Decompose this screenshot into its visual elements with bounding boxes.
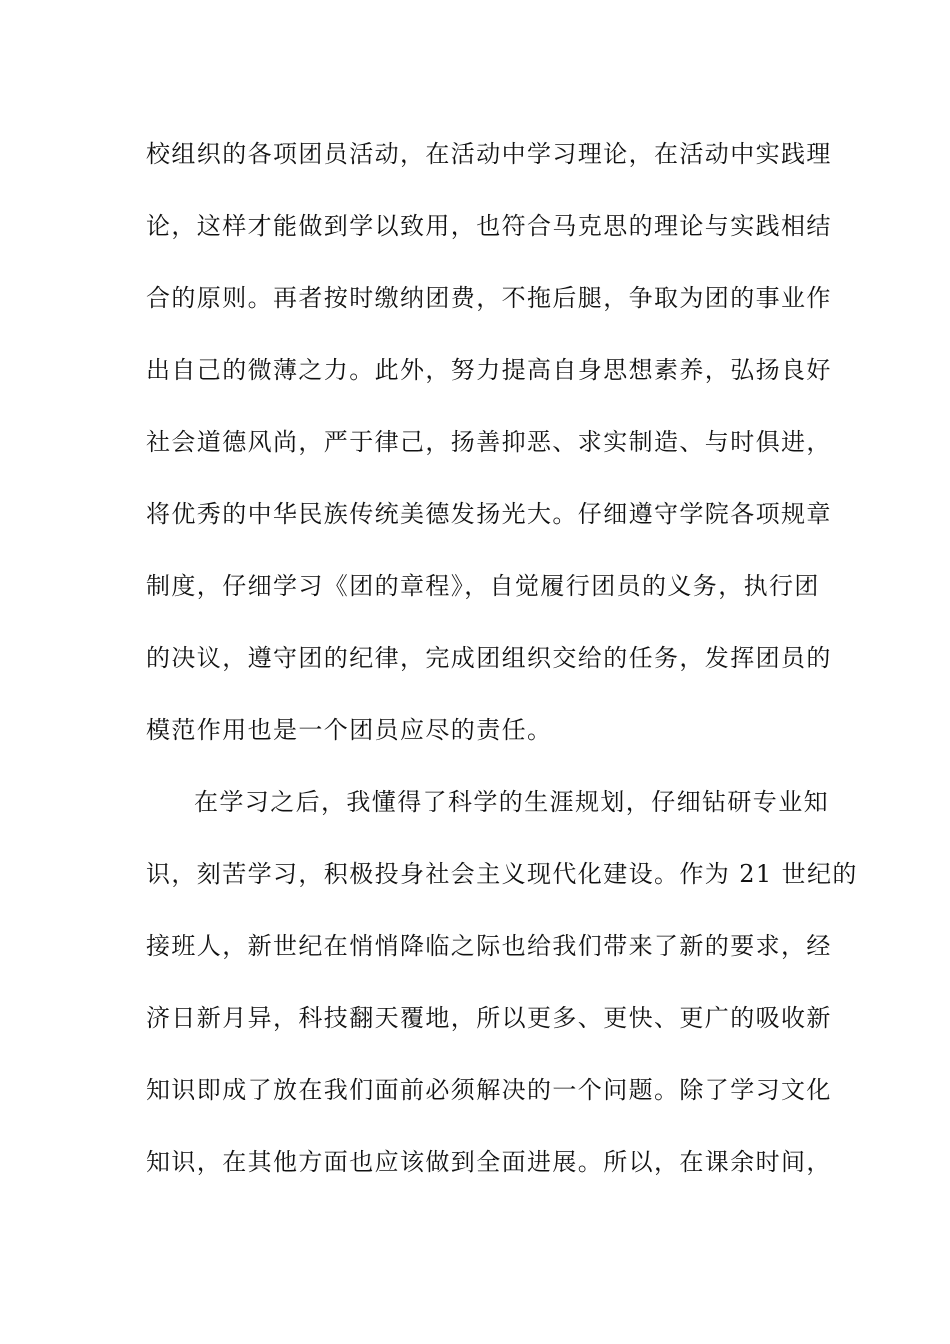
paragraph-line: 制度，仔细学习《团的章程》，自觉履行团员的义务，执行团 bbox=[146, 572, 820, 600]
paragraph-line: 论，这样才能做到学以致用，也符合马克思的理论与实践相结 bbox=[146, 212, 832, 240]
paragraph-line: 的决议，遵守团的纪律，完成团组织交给的任务，发挥团员的 bbox=[146, 644, 832, 672]
paragraph-line: 知识即成了放在我们面前必须解决的一个问题。除了学习文化 bbox=[146, 1076, 832, 1104]
paragraph-line: 知识，在其他方面也应该做到全面进展。所以，在课余时间， bbox=[146, 1148, 832, 1176]
paragraph-line: 接班人，新世纪在悄悄降临之际也给我们带来了新的要求，经 bbox=[146, 932, 832, 960]
paragraph-line: 济日新月异，科技翻天覆地，所以更多、更快、更广的吸收新 bbox=[146, 1004, 832, 1032]
paragraph-line: 出自己的微薄之力。此外，努力提高自身思想素养，弘扬良好 bbox=[146, 356, 832, 384]
paragraph-last-line: 模范作用也是一个团员应尽的责任。 bbox=[146, 716, 553, 744]
paragraph-line: 识，刻苦学习，积极投身社会主义现代化建设。作为 21 世纪的 bbox=[146, 860, 858, 888]
paragraph-line: 合的原则。再者按时缴纳团费，不拖后腿，争取为团的事业作 bbox=[146, 284, 832, 312]
paragraph-first-line: 在学习之后，我懂得了科学的生涯规划，仔细钻研专业知 bbox=[194, 788, 829, 816]
paragraph-line: 将优秀的中华民族传统美德发扬光大。仔细遵守学院各项规章 bbox=[146, 500, 832, 528]
paragraph-line: 社会道德风尚，严于律己，扬善抑恶、求实制造、与时俱进， bbox=[146, 428, 832, 456]
paragraph-line: 校组织的各项团员活动，在活动中学习理论，在活动中实践理 bbox=[146, 140, 832, 168]
